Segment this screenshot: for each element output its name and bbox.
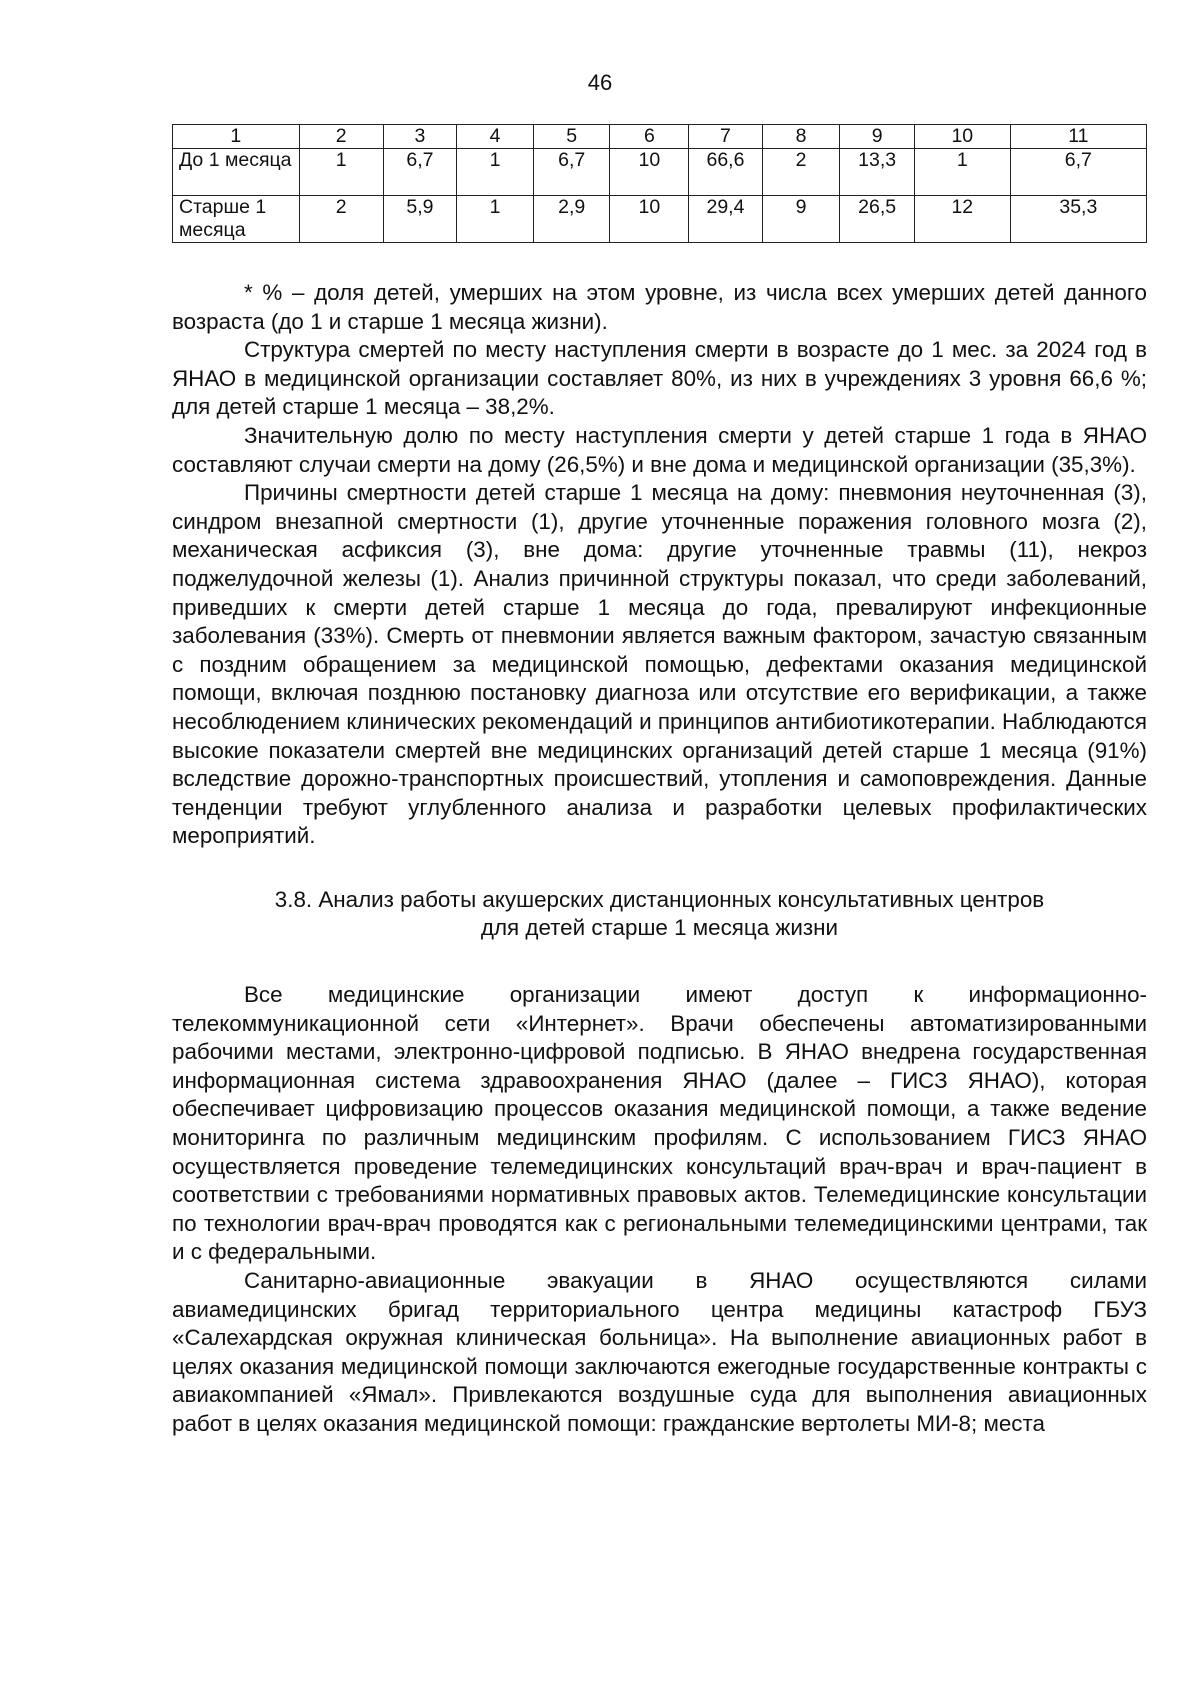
body-paragraph: Структура смертей по месту наступления смерти в возрасте до 1 мес. за 2024 год в ЯНАО в медицинской организации составляет 80%, из них в учреждениях 3 уровня 66,6 %; для детей старше 1 месяца – 38,2%.: [172, 337, 1147, 420]
table-cell: 2: [762, 149, 840, 196]
table-cell: 1: [914, 149, 1010, 196]
document-body: [172, 279, 1147, 1439]
table-cell: 10: [610, 196, 689, 243]
table-header-cell: 5: [533, 125, 610, 149]
table-cell: 2: [299, 196, 383, 243]
table-header-cell: 9: [840, 125, 915, 149]
table-cell: 5,9: [383, 196, 456, 243]
table-cell: 1: [457, 196, 534, 243]
table-cell: 2,9: [533, 196, 610, 243]
mortality-table: [172, 124, 1147, 243]
table-cell: 6,7: [533, 149, 610, 196]
table-cell: 10: [610, 149, 689, 196]
section-heading: 3.8. Анализ работы акушерских дистанционных консультативных центров для детей старше 1 месяца жизни: [274, 886, 1045, 941]
body-paragraph: Санитарно-авиационные эвакуации в ЯНАО осуществляются силами авиамедицинских бригад территориального центра медицины катастроф ГБУЗ «Салехардская окружная клиническая больница». На выполнение авиационных работ в целях оказания медицинской помощи заключаются ежегодные государственные контракты с авиакомпанией «Ямал». Привлекаются воздушные суда для выполнения авиационных работ в целях оказания медицинской помощи: гражданские вертолеты МИ-8; места: [172, 1268, 1147, 1436]
table-cell: 13,3: [840, 149, 915, 196]
table-row: [173, 196, 1147, 243]
table-row-label: До 1 месяца: [173, 149, 300, 196]
table-header-cell: 10: [914, 125, 1010, 149]
table-header-cell: 7: [689, 125, 762, 149]
table-header-cell: 2: [299, 125, 383, 149]
table-row: [173, 149, 1147, 196]
footnote-paragraph: * % – доля детей, умерших на этом уровне, из числа всех умерших детей данного возраста (до 1 и старше 1 месяца жизни).: [172, 280, 1147, 334]
table-cell: 29,4: [689, 196, 762, 243]
table-cell: 12: [914, 196, 1010, 243]
table-header-cell: 3: [383, 125, 456, 149]
table-cell: 26,5: [840, 196, 915, 243]
table-cell: 1: [457, 149, 534, 196]
body-paragraph: Значительную долю по месту наступления смерти у детей старше 1 года в ЯНАО составляют случаи смерти на дому (26,5%) и вне дома и медицинской организации (35,3%).: [172, 422, 1147, 477]
table-header-cell: 8: [762, 125, 840, 149]
table-cell: 6,7: [1010, 149, 1146, 196]
table-header-row: [173, 125, 1147, 149]
table-header-cell: 4: [457, 125, 534, 149]
table-header-cell: 1: [173, 125, 300, 149]
table-cell: 1: [299, 149, 383, 196]
table-row-label: Старше 1 месяца: [173, 196, 300, 243]
table-cell: 66,6: [689, 149, 762, 196]
table-header-cell: 6: [610, 125, 689, 149]
table-header-cell: 11: [1010, 125, 1146, 149]
body-paragraph: Причины смертности детей старше 1 месяца на дому: пневмония неуточненная (3), синдром внезапной смертности (1), другие уточненные поражения головного мозга (2), механическая асфиксия (3), вне дома: другие уточненные травмы (11), некроз поджелудочной железы (1). Анализ причинной структуры показал, что среди заболеваний, приведших к смерти детей старше 1 месяца до года, превалируют инфекционные заболевания (33%). Смерть от пневмонии является важным фактором, зачастую связанным с поздним обращением за медицинской помощью, дефектами оказания медицинской помощи, включая позднюю постановку диагноза или отсутствие его верификации, а также несоблюдением клинических рекомендаций и принципов антибиотикотерапии. Наблюдаются высокие показатели смертей вне медицинских организаций детей старше 1 месяца (91%) вследствие дорожно-транспортных происшествий, утопления и самоповреждения. Данные тенденции требуют углубленного анализа и разработки целевых профилактических мероприятий.: [172, 480, 1147, 849]
page-number: 46: [587, 70, 613, 95]
table-cell: 6,7: [383, 149, 456, 196]
body-paragraph: Все медицинские организации имеют доступ к информационно-телекоммуникационной сети «Интернет». Врачи обеспечены автоматизированными рабочими местами, электронно-цифровой подписью. В ЯНАО внедрена государственная информационная система здравоохранения ЯНАО (далее – ГИСЗ ЯНАО), которая обеспечивает цифровизацию процессов оказания медицинской помощи, а также ведение мониторинга по различным медицинским профилям. С использованием ГИСЗ ЯНАО осуществляется проведение телемедицинских консультаций врач-врач и врач-пациент в соответствии с требованиями нормативных правовых актов. Телемедицинские консультации по технологии врач-врач проводятся как с региональными телемедицинскими центрами, так и с федеральными.: [172, 982, 1147, 1265]
table-cell: 9: [762, 196, 840, 243]
table-cell: 35,3: [1010, 196, 1146, 243]
